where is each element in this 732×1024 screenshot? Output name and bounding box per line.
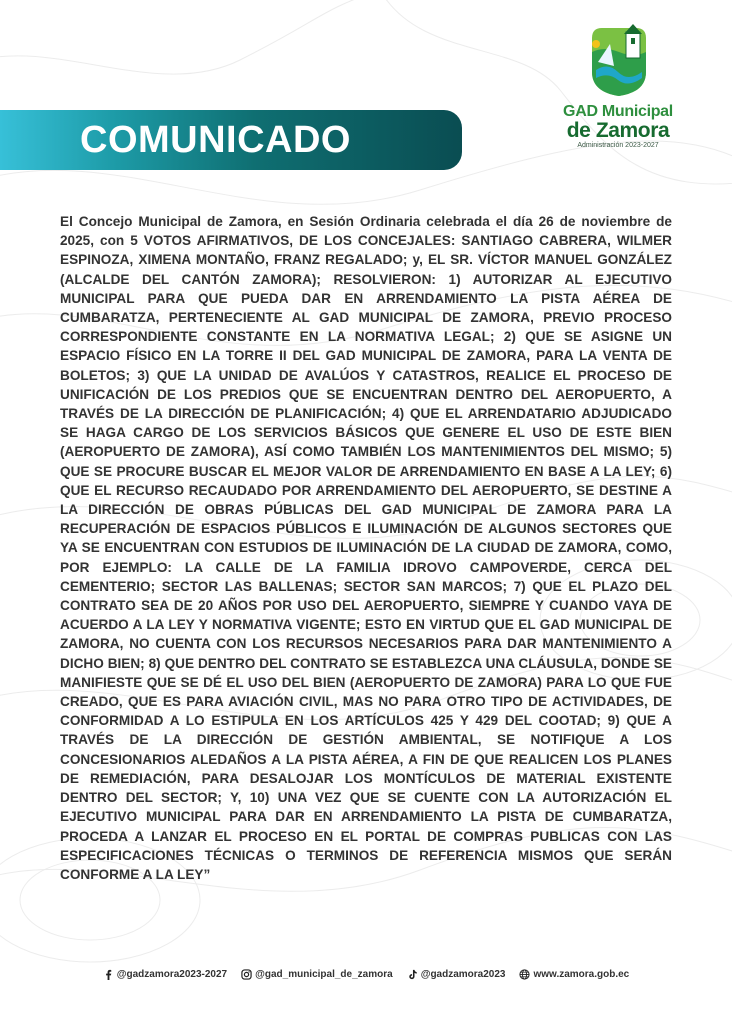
footer-tiktok[interactable] [407,969,506,980]
website-url: www.zamora.gob.ec [533,968,630,980]
logo-line-de-zamora: de Zamora [566,119,670,142]
tiktok-handle: @gadzamora2023 [420,968,506,980]
logo-line-administracion: Administración 2023-2027 [577,142,659,149]
tiktok-icon [407,969,418,980]
instagram-icon [241,969,252,980]
page-title: COMUNICADO [80,119,351,161]
facebook-icon [103,969,114,980]
globe-icon [519,969,530,980]
facebook-handle: @gadzamora2023-2027 [116,968,228,980]
footer-social-links [0,964,732,984]
footer-website[interactable] [519,969,629,980]
logo-line-gad-municipal: GAD Municipal [563,103,673,120]
communique-body: El Concejo Municipal de Zamora, en Sesión Ordinaria celebrada el día 26 de noviembre de 2025, con 5 VOTOS AFIRMATIVOS, DE LOS CONCEJALES: SANTIAGO CABRERA, WILMER ESPINOZA, XIMENA MONTAÑO, FRANZ REGALADO; y, EL SR. VÍCTOR MANUEL GONZÁLEZ (ALCALDE DEL CANTÓN ZAMORA); RESOLVIERON: 1) AUTORIZAR AL EJECUTIVO MUNICIPAL PARA QUE PUEDA DAR EN ARRENDAMIENTO LA PISTA AÉREA DE CUMBARATZA, PERTENECIENTE AL GAD MUNICIPAL DE ZAMORA, PREVIO PROCESO CORRESPONDIENTE CONSTANTE EN LA NORMATIVA LEGAL; 2) QUE SE ASIGNE UN ESPACIO FÍSICO EN LA TORRE II DEL GAD MUNICIPAL DE ZAMORA, PARA LA VENTA DE BOLETOS; 3) QUE LA UNIDAD DE AVALÚOS Y CATASTROS, REALICE EL PROCESO DE UNIFICACIÓN DE LOS PREDIOS QUE SE ENCUENTRAN DENTRO DEL AEROPUERTO, A TRAVÉS DE LA DIRECCIÓN DE PLANIFICACIÓN; 4) QUE EL ARRENDATARIO ADJUDICADO SE HAGA CARGO DE LOS SERVICIOS BÁSICOS QUE GENERE EL USO DE ESTE BIEN (AEROPUERTO DE ZAMORA), ASÍ COMO TAMBIÉN LOS MANTENIMIENTOS DEL MISMO; 5) QUE SE PROCURE BUSCAR EL MEJOR VALOR DE ARRENDAMIENTO EN BASE A LA LEY; 6) QUE EL RECURSO RECAUDADO POR ARRENDAMIENTO DEL AEROPUERTO, SE DESTINE A LA DIRECCIÓN DE OBRAS PÚBLICAS DEL GAD MUNICIPAL DE ZAMORA PARA LA RECUPERACIÓN DE ESPACIOS PÚBLICOS E ILUMINACIÓN DE ALGUNOS SECTORES QUE YA SE ENCUENTRAN CON ESTUDIOS DE ILUMINACIÓN DE LA CIUDAD DE ZAMORA, COMO, POR EJEMPLO: LA CALLE DE LA FAMILIA IDROVO CAMPOVERDE, CERCA DEL CEMENTERIO; SECTOR LAS BALLENAS; SECTOR SAN MARCOS; 7) QUE EL PLAZO DEL CONTRATO SEA DE 20 AÑOS POR USO DEL AEROPUERTO, SIEMPRE Y CUANDO VAYA DE ACUERDO A LA LEY Y NORMATIVA VIGENTE; ESTO EN VIRTUD QUE EL GAD MUNICIPAL DE ZAMORA, NO CUENTA CON LOS RECURSOS NECESARIOS PARA DAR MANTENIMIENTO A DICHO BIEN; 8) QUE DENTRO DEL CONTRATO SE ESTABLEZCA UNA CLÁUSULA, DONDE SE MANIFIESTE QUE SE DÉ EL USO DEL BIEN (AEROPUERTO DE ZAMORA) PARA LO QUE FUE CREADO, QUE ES PARA AVIACIÓN CIVIL, MAS NO PARA OTRO TIPO DE ACTIVIDADES, DE CONFORMIDAD A LO ESTIPULA EN LOS ARTÍCULOS 425 Y 429 DEL COOTAD; 9) QUE A TRAVÉS DE LA DIRECCIÓN DE GESTIÓN AMBIENTAL, SE NOTIFIQUE A LOS CONCESIONARIOS ALEDAÑOS A LA PISTA AÉREA, A FIN DE QUE REALICEN LOS PLANES DE REMEDIACIÓN, PARA DESALOJAR LOS MONTÍCULOS DE MATERIAL EXISTENTE DENTRO DEL SECTOR; Y, 10) UNA VEZ QUE SE CUENTE CON LA AUTORIZACIÓN EL EJECUTIVO MUNICIPAL PARA DAR EN ARRENDAMIENTO LA PISTA DE CUMBARATZA, PROCEDA A LANZAR EL PROCESO EN EL PORTAL DE COMPRAS PUBLICAS CON LAS ESPECIFICACIONES TÉCNICAS O TERMINOS DE REFERENCIA MISMOS QUE SERÁN CONFORME A LA LEY” [60,214,672,882]
footer-facebook[interactable] [103,969,227,980]
instagram-handle: @gad_municipal_de_zamora [255,968,393,980]
footer-instagram[interactable] [241,969,393,980]
municipal-emblem-icon [584,22,654,98]
gad-logo [548,22,688,150]
